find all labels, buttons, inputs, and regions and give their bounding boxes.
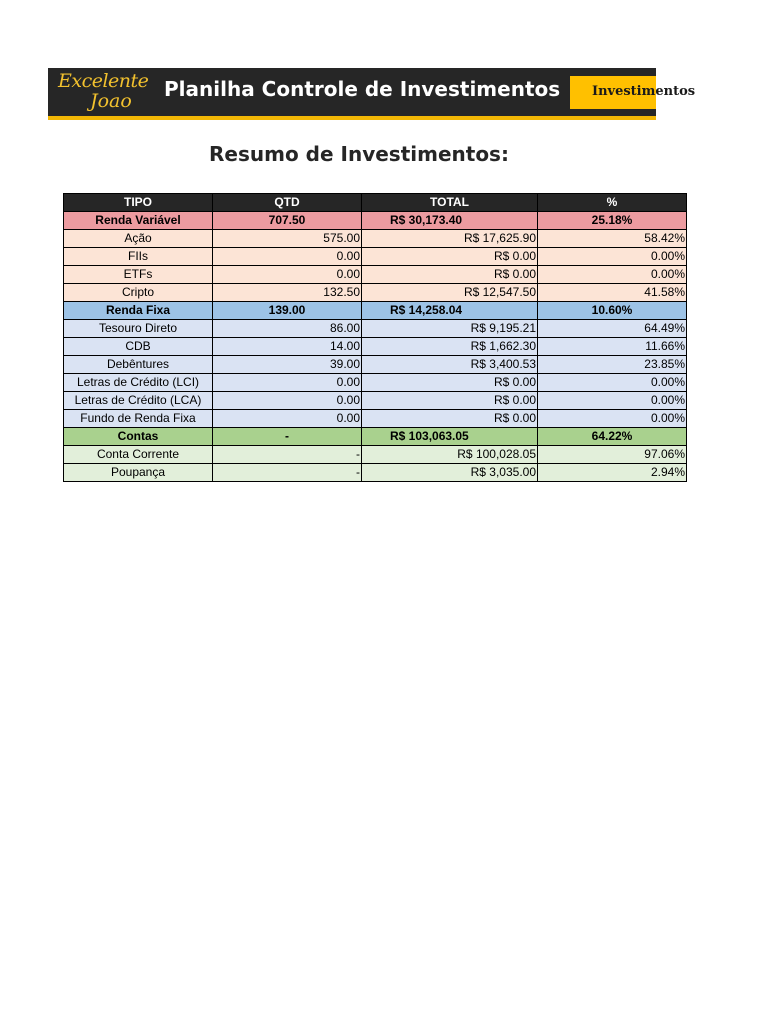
table-header-row xyxy=(64,194,687,212)
investimentos-tab[interactable] xyxy=(570,76,696,109)
category-row-renda-variavel[interactable] xyxy=(64,212,687,230)
row-tipo: CDB xyxy=(64,338,213,356)
table-row[interactable] xyxy=(64,356,687,374)
row-qtd: 0.00 xyxy=(213,248,362,266)
table-row[interactable] xyxy=(64,320,687,338)
table-row[interactable] xyxy=(64,410,687,428)
row-qtd: 39.00 xyxy=(213,356,362,374)
table-row[interactable] xyxy=(64,374,687,392)
app-header xyxy=(48,68,696,120)
row-total: R$ 0.00 xyxy=(362,410,538,428)
logo-line-2: Joao xyxy=(90,90,132,112)
column-header-qtd: QTD xyxy=(213,194,362,212)
row-pct: 97.06% xyxy=(538,446,687,464)
table-row[interactable] xyxy=(64,266,687,284)
column-header-tipo: TIPO xyxy=(64,194,213,212)
category-row-contas[interactable] xyxy=(64,428,687,446)
row-qtd: 0.00 xyxy=(213,410,362,428)
column-header-pct: % xyxy=(538,194,687,212)
category-pct: 10.60% xyxy=(538,302,687,320)
category-row-renda-fixa[interactable] xyxy=(64,302,687,320)
row-pct: 0.00% xyxy=(538,248,687,266)
app-title: Planilha Controle de Investimentos xyxy=(164,77,561,101)
row-pct: 0.00% xyxy=(538,392,687,410)
row-qtd: 0.00 xyxy=(213,374,362,392)
row-pct: 23.85% xyxy=(538,356,687,374)
category-qtd: 707.50 xyxy=(213,212,362,230)
row-total: R$ 100,028.05 xyxy=(362,446,538,464)
row-total: R$ 0.00 xyxy=(362,392,538,410)
row-pct: 0.00% xyxy=(538,410,687,428)
row-total: R$ 9,195.21 xyxy=(362,320,538,338)
row-tipo: Cripto xyxy=(64,284,213,302)
row-pct: 64.49% xyxy=(538,320,687,338)
row-tipo: Debêntures xyxy=(64,356,213,374)
table-row[interactable] xyxy=(64,338,687,356)
row-tipo: Fundo de Renda Fixa xyxy=(64,410,213,428)
category-total: R$ 14,258.04 xyxy=(362,302,538,320)
row-tipo: Letras de Crédito (LCI) xyxy=(64,374,213,392)
table-row[interactable] xyxy=(64,464,687,482)
row-pct: 41.58% xyxy=(538,284,687,302)
row-qtd: - xyxy=(213,464,362,482)
row-tipo: Poupança xyxy=(64,464,213,482)
row-pct: 58.42% xyxy=(538,230,687,248)
row-qtd: 575.00 xyxy=(213,230,362,248)
row-total: R$ 17,625.90 xyxy=(362,230,538,248)
row-total: R$ 3,400.53 xyxy=(362,356,538,374)
investments-summary-table xyxy=(63,193,687,482)
row-qtd: 86.00 xyxy=(213,320,362,338)
column-header-total: TOTAL xyxy=(362,194,538,212)
category-name: Renda Fixa xyxy=(64,302,213,320)
row-pct: 11.66% xyxy=(538,338,687,356)
row-tipo: FIIs xyxy=(64,248,213,266)
row-qtd: 0.00 xyxy=(213,392,362,410)
row-qtd: - xyxy=(213,446,362,464)
investimentos-tab-label: Investimentos xyxy=(592,84,696,99)
row-tipo: Ação xyxy=(64,230,213,248)
category-pct: 64.22% xyxy=(538,428,687,446)
category-total: R$ 103,063.05 xyxy=(362,428,538,446)
category-name: Contas xyxy=(64,428,213,446)
row-pct: 0.00% xyxy=(538,374,687,392)
table-row[interactable] xyxy=(64,248,687,266)
row-pct: 0.00% xyxy=(538,266,687,284)
row-total: R$ 0.00 xyxy=(362,266,538,284)
row-pct: 2.94% xyxy=(538,464,687,482)
row-qtd: 132.50 xyxy=(213,284,362,302)
row-total: R$ 0.00 xyxy=(362,374,538,392)
logo-line-1: Excelente xyxy=(58,70,149,92)
category-total: R$ 30,173.40 xyxy=(362,212,538,230)
row-tipo: ETFs xyxy=(64,266,213,284)
table-row[interactable] xyxy=(64,230,687,248)
row-qtd: 14.00 xyxy=(213,338,362,356)
category-qtd: - xyxy=(213,428,362,446)
table-row[interactable] xyxy=(64,446,687,464)
section-title: Resumo de Investimentos: xyxy=(209,142,509,166)
table-row[interactable] xyxy=(64,392,687,410)
category-pct: 25.18% xyxy=(538,212,687,230)
category-qtd: 139.00 xyxy=(213,302,362,320)
row-tipo: Conta Corrente xyxy=(64,446,213,464)
row-total: R$ 1,662.30 xyxy=(362,338,538,356)
category-name: Renda Variável xyxy=(64,212,213,230)
row-tipo: Tesouro Direto xyxy=(64,320,213,338)
row-total: R$ 12,547.50 xyxy=(362,284,538,302)
row-tipo: Letras de Crédito (LCA) xyxy=(64,392,213,410)
table-row[interactable] xyxy=(64,284,687,302)
brand-logo xyxy=(54,68,154,116)
row-qtd: 0.00 xyxy=(213,266,362,284)
row-total: R$ 3,035.00 xyxy=(362,464,538,482)
row-total: R$ 0.00 xyxy=(362,248,538,266)
